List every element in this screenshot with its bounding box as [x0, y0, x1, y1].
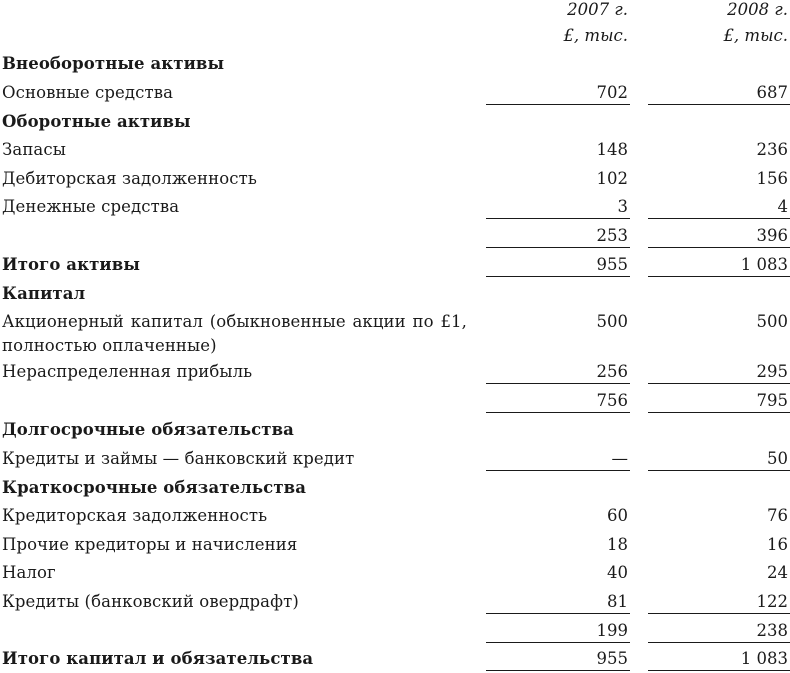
- underline-2008: [648, 218, 790, 219]
- underline-2007: [486, 104, 630, 105]
- value-2008: 1 083: [740, 255, 788, 274]
- table-row: [0, 193, 790, 221]
- section-heading: Капитал: [2, 284, 86, 303]
- value-2008: 16: [767, 535, 788, 554]
- underline-2008: [648, 670, 790, 671]
- value-2007: 60: [607, 506, 628, 525]
- table-row: [0, 387, 790, 415]
- underline-2007: [486, 218, 630, 219]
- underline-2007: [486, 383, 630, 384]
- section-heading: Оборотные активы: [2, 112, 191, 131]
- table-row: [0, 531, 790, 559]
- section-heading: Итого активы: [2, 255, 140, 274]
- table-row: [0, 251, 790, 279]
- underline-2007: [486, 247, 630, 248]
- underline-2007: [486, 613, 630, 614]
- value-2007: 253: [596, 226, 628, 245]
- header-units-row: [0, 22, 790, 50]
- underline-2008: [648, 470, 790, 471]
- value-2007: 756: [596, 391, 628, 410]
- underline-2008: [648, 276, 790, 277]
- table-row: [0, 502, 790, 530]
- row-label: Акционерный капитал (обыкновенные акции по £1, полностью оплаченные): [2, 312, 467, 355]
- row-label: Нераспределенная прибыль: [2, 362, 253, 381]
- table-row: [0, 108, 790, 136]
- section-heading: Внеоборотные активы: [2, 54, 225, 73]
- row-label: Дебиторская задолженность: [2, 169, 257, 188]
- unit-2007-header: £, тыс.: [563, 26, 628, 45]
- row-label: Запасы: [2, 140, 66, 159]
- unit-2008-header: £, тыс.: [723, 26, 788, 45]
- year-2007-header: 2007 г.: [567, 0, 628, 19]
- table-row: [0, 50, 790, 78]
- value-2007: 18: [607, 535, 628, 554]
- underline-2008: [648, 642, 790, 643]
- value-2008: 24: [767, 563, 788, 582]
- value-2008: 1 083: [740, 649, 788, 668]
- value-2007: 148: [596, 140, 628, 159]
- row-label: Налог: [2, 563, 56, 582]
- value-2007: 256: [596, 362, 628, 381]
- underline-2008: [648, 247, 790, 248]
- table-row: [0, 165, 790, 193]
- underline-2007: [486, 670, 630, 671]
- value-2007: 955: [596, 649, 628, 668]
- table-row: [0, 617, 790, 645]
- underline-2007: [486, 276, 630, 277]
- table-row: [0, 136, 790, 164]
- value-2007: 102: [596, 169, 628, 188]
- row-label: Кредиторская задолженность: [2, 506, 268, 525]
- value-2008: 4: [777, 197, 788, 216]
- row-label: Прочие кредиторы и начисления: [2, 535, 298, 554]
- underline-2007: [486, 470, 630, 471]
- row-label: Кредиты и займы — банковский кредит: [2, 449, 355, 468]
- section-heading: Итого капитал и обязательства: [2, 649, 314, 668]
- section-heading: Долгосрочные обязательства: [2, 420, 294, 439]
- row-label: Денежные средства: [2, 197, 180, 216]
- underline-2008: [648, 104, 790, 105]
- table-row: [0, 280, 790, 308]
- row-label: Кредиты (банковский овердрафт): [2, 592, 299, 611]
- value-2008: 76: [767, 506, 788, 525]
- table-row: [0, 445, 790, 473]
- underline-2008: [648, 412, 790, 413]
- row-label: Основные средства: [2, 83, 174, 102]
- value-2007: 955: [596, 255, 628, 274]
- table-row: [0, 474, 790, 502]
- year-2008-header: 2008 г.: [727, 0, 788, 19]
- value-2007: 81: [607, 592, 628, 611]
- value-2007: 500: [596, 312, 628, 331]
- table-row: [0, 308, 790, 358]
- underline-2007: [486, 642, 630, 643]
- value-2007: —: [611, 449, 628, 468]
- value-2008: 295: [756, 362, 788, 381]
- table-row: [0, 358, 790, 386]
- value-2008: 122: [756, 592, 788, 611]
- value-2008: 156: [756, 169, 788, 188]
- value-2007: 40: [607, 563, 628, 582]
- value-2008: 396: [756, 226, 788, 245]
- section-heading: Краткосрочные обязательства: [2, 478, 307, 497]
- value-2007: 199: [596, 621, 628, 640]
- underline-2008: [648, 383, 790, 384]
- value-2007: 702: [596, 83, 628, 102]
- value-2008: 50: [767, 449, 788, 468]
- underline-2007: [486, 412, 630, 413]
- value-2008: 795: [756, 391, 788, 410]
- value-2008: 236: [756, 140, 788, 159]
- table-row: [0, 559, 790, 587]
- table-row: [0, 416, 790, 444]
- value-2008: 500: [756, 312, 788, 331]
- underline-2008: [648, 613, 790, 614]
- table-row: [0, 79, 790, 107]
- table-row: [0, 222, 790, 250]
- table-row: [0, 588, 790, 616]
- value-2008: 238: [756, 621, 788, 640]
- value-2008: 687: [756, 83, 788, 102]
- value-2007: 3: [617, 197, 628, 216]
- table-row: [0, 645, 790, 673]
- header-years-row: [0, 0, 790, 24]
